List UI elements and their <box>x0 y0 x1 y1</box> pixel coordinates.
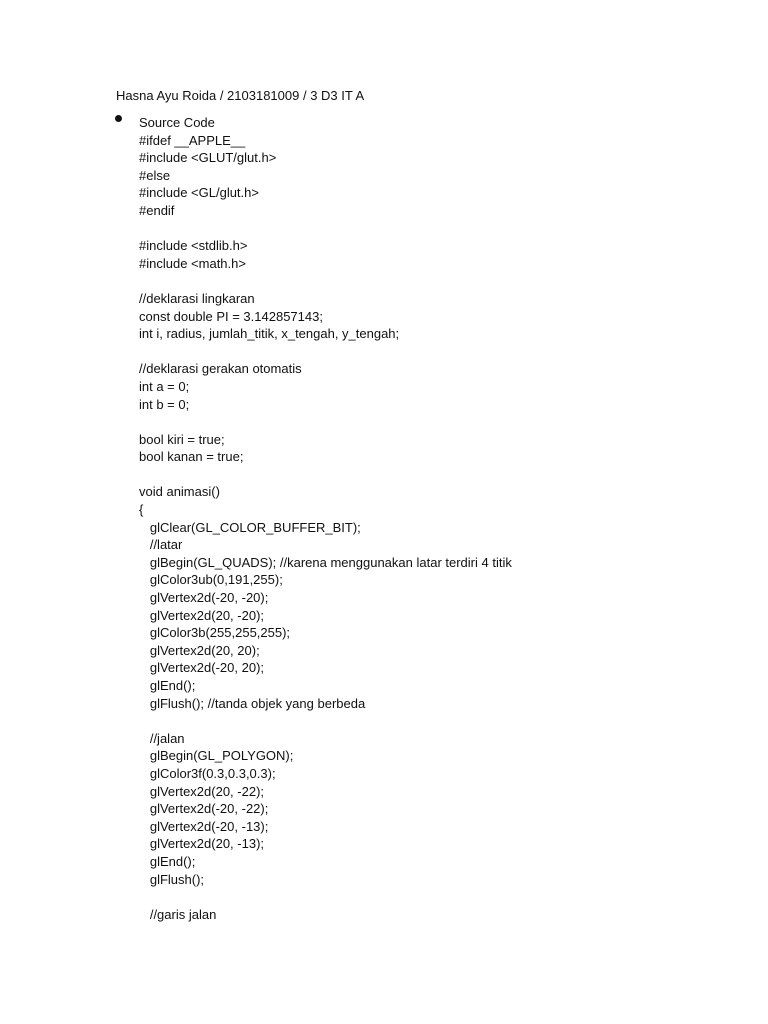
code-line: #include <math.h> <box>139 255 246 271</box>
code-line: glEnd(); <box>139 678 196 693</box>
code-line: bool kiri = true; <box>139 431 225 447</box>
code-line: glClear(GL_COLOR_BUFFER_BIT); <box>139 519 361 535</box>
code-line: glColor3b(255,255,255); <box>139 625 291 641</box>
code-line <box>139 712 512 730</box>
code-line: glVertex2d(20, 20); <box>139 642 260 658</box>
source-code-block <box>139 114 512 923</box>
code-line: //deklarasi lingkaran <box>139 290 255 306</box>
code-line: glVertex2d(20, -13); <box>139 836 265 852</box>
code-line: #include <stdlib.h> <box>139 238 248 254</box>
code-line: glFlush(); <box>139 871 205 887</box>
code-line: glVertex2d(-20, 20); <box>139 660 265 676</box>
code-line: //jalan <box>139 730 185 746</box>
code-line: glVertex2d(20, -22); <box>139 783 265 799</box>
code-line: #endif <box>139 202 175 218</box>
code-line: glColor3ub(0,191,255); <box>139 572 283 588</box>
code-line <box>139 343 512 361</box>
code-line: { <box>139 502 144 518</box>
code-line: #include <GL/glut.h> <box>139 185 259 201</box>
code-line: #include <GLUT/glut.h> <box>139 150 277 166</box>
code-line: int i, radius, jumlah_titik, x_tengah, y_tengah; <box>139 326 400 342</box>
code-line: glVertex2d(-20, -20); <box>139 590 269 606</box>
code-line: glEnd(); <box>139 853 196 869</box>
bullet-icon <box>115 115 122 122</box>
code-line: //deklarasi gerakan otomatis <box>139 361 302 377</box>
code-line: void animasi() <box>139 484 220 500</box>
code-line: glBegin(GL_POLYGON); <box>139 748 294 764</box>
code-line: glFlush(); //tanda objek yang berbeda <box>139 695 366 711</box>
code-line: glVertex2d(20, -20); <box>139 607 265 623</box>
code-line <box>139 888 512 906</box>
section-title: Source Code <box>139 115 215 130</box>
code-line: #else <box>139 167 171 183</box>
code-line: int a = 0; <box>139 378 190 394</box>
code-line: int b = 0; <box>139 396 190 412</box>
code-line: glVertex2d(-20, -13); <box>139 818 269 834</box>
code-line: #ifdef __APPLE__ <box>139 132 246 148</box>
code-line <box>139 413 512 431</box>
code-line: glVertex2d(-20, -22); <box>139 801 269 817</box>
code-line <box>139 220 512 238</box>
code-line: //garis jalan <box>139 906 217 922</box>
code-line <box>139 272 512 290</box>
code-line <box>139 466 512 484</box>
code-line: //latar <box>139 537 183 553</box>
code-line: glBegin(GL_QUADS); //karena menggunakan latar terdiri 4 titik <box>139 554 512 570</box>
code-line: const double PI = 3.142857143; <box>139 308 323 324</box>
author-header: Hasna Ayu Roida / 2103181009 / 3 D3 IT A <box>116 88 365 103</box>
code-line: glColor3f(0.3,0.3,0.3); <box>139 765 276 781</box>
code-line: bool kanan = true; <box>139 449 244 465</box>
